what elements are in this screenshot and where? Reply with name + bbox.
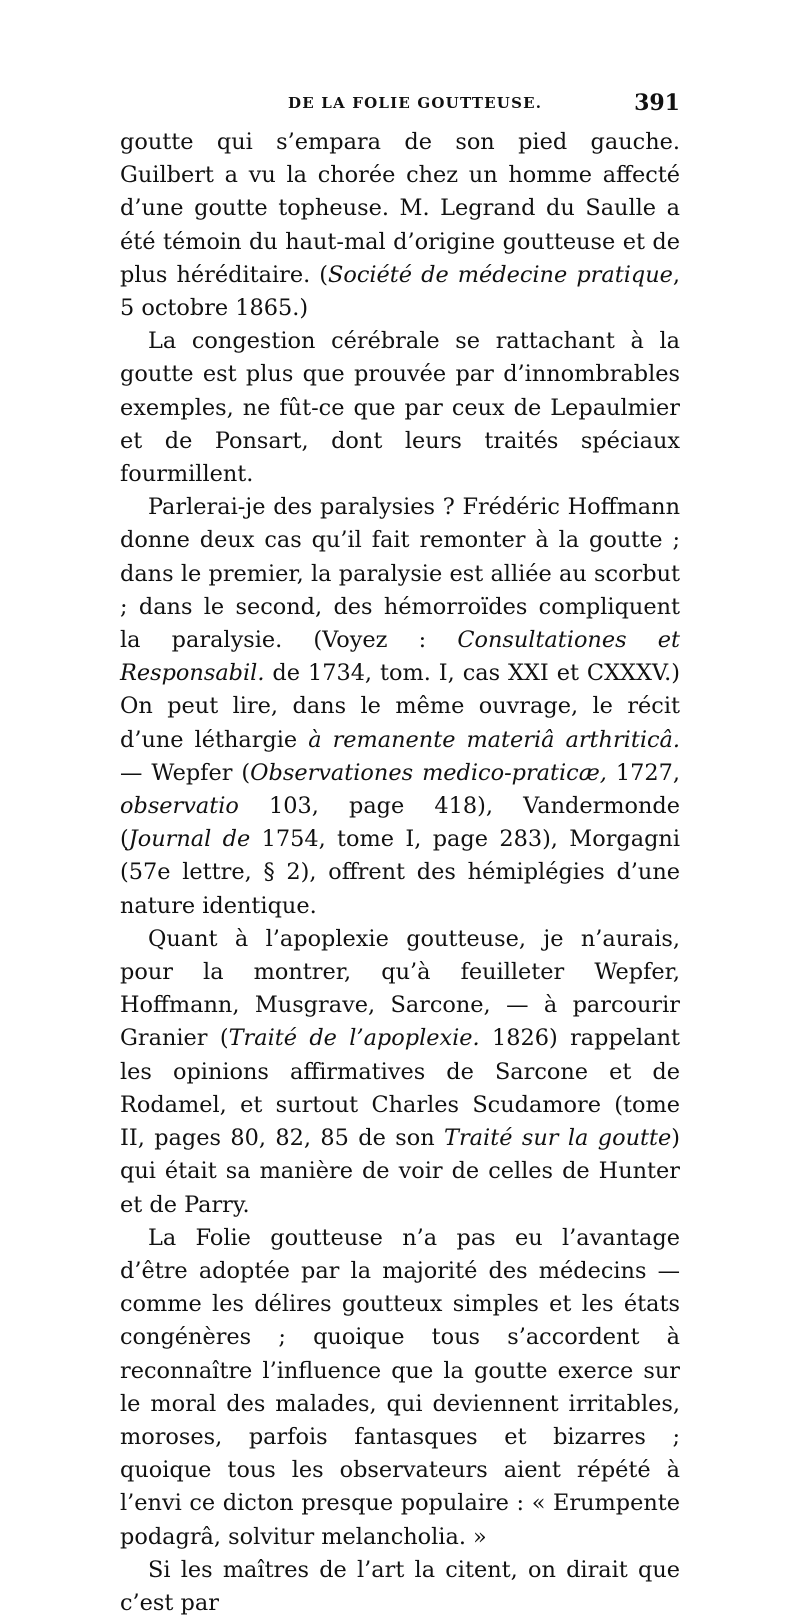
text-run: de 1734, tom. I, cas XXI et CXXXV.) On peut lire, dans le même ouvrage, le récit d’une léthargie xyxy=(120,660,680,753)
italic-run: Journal de xyxy=(128,826,251,853)
page-number: 391 xyxy=(634,90,680,116)
text-run: Si les maîtres de l’art la citent, on dirait que c’est par xyxy=(120,1556,680,1616)
text-run: La Folie goutteuse n’a pas eu l’avantage d’être adoptée par la majorité des médecins — comme les délires goutteux simples et les états congénères ; quoique tous s’accordent à reconnaître l’influence que la goutte exerce sur le moral des malades, qui deviennent irritables, moroses, parfois fantasques et bizarres ; quoique tous les observateurs aient répété à l’envi ce dicton presque populaire : « Erumpente podagrâ, solvitur melancholia. » xyxy=(120,1224,680,1550)
text-run: 1727, xyxy=(606,759,680,786)
text-run: goutte qui s’empara de son pied gauche. Guilbert a vu la chorée chez un homme affecté d’une goutte topheuse. M. Legrand du Saulle a été témoin du haut-mal d’origine goutteuse et de plus héréditaire. ( xyxy=(120,129,680,288)
italic-run: Traité de l’apoplexie. xyxy=(228,1025,480,1052)
page-header xyxy=(120,90,680,120)
text-run: Parlerai-je des paralysies ? Frédéric Hoffmann donne deux cas qu’il fait remonter à la goutte ; dans le premier, la paralysie est alliée au scorbut ; dans le second, des hémorroïdes compliquent la paralysie. (Voyez : xyxy=(120,494,680,654)
paragraph xyxy=(120,1222,680,1554)
italic-run: Observationes medico-praticæ, xyxy=(250,759,607,786)
text-run: 1826) rappelant les opinions affirmatives de Sarcone et de Rodamel, et surtout Charles Scudamore (tome II, pages 80, 82, 85 de son xyxy=(120,1025,680,1152)
paragraph xyxy=(120,1554,680,1620)
italic-run: Traité sur la goutte xyxy=(444,1125,672,1152)
text-run: 1754, tome I, page 283), Morgagni (57e lettre, § 2), offrent des hémiplégies d’une nature identique. xyxy=(120,826,680,919)
text-run: — Wepfer ( xyxy=(120,759,251,786)
paragraph xyxy=(120,923,680,1222)
paragraph xyxy=(120,126,680,325)
italic-run: Société de médecine pratique xyxy=(328,261,673,288)
text-run: Quant à l’apoplexie goutteuse, je n’aurais, pour la montrer, qu’à feuilleter Wepfer, Hoffmann, Musgrave, Sarcone, — à parcourir Granier ( xyxy=(120,925,680,1052)
text-run: ) qui était sa manière de voir de celles de Hunter et de Parry. xyxy=(120,1125,680,1218)
paragraph xyxy=(120,325,680,491)
paragraph xyxy=(120,491,680,923)
italic-run: observatio xyxy=(120,793,239,820)
text-run: , 5 octobre 1865.) xyxy=(120,261,680,322)
running-head: DE LA FOLIE GOUTTEUSE. xyxy=(288,94,543,112)
text-run: La congestion cérébrale se rattachant à la goutte est plus que prouvée par d’innombrables exemples, ne fût-ce que par ceux de Lepaulmier et de Ponsart, dont leurs traités spéciaux fourmillent. xyxy=(120,328,680,488)
body-text xyxy=(120,126,680,1620)
italic-run: Consultationes et Responsabil. xyxy=(120,627,680,687)
italic-run: à remanente materiâ arthriticâ. xyxy=(308,726,681,753)
text-run: 103, page 418), Vandermonde ( xyxy=(120,793,680,853)
